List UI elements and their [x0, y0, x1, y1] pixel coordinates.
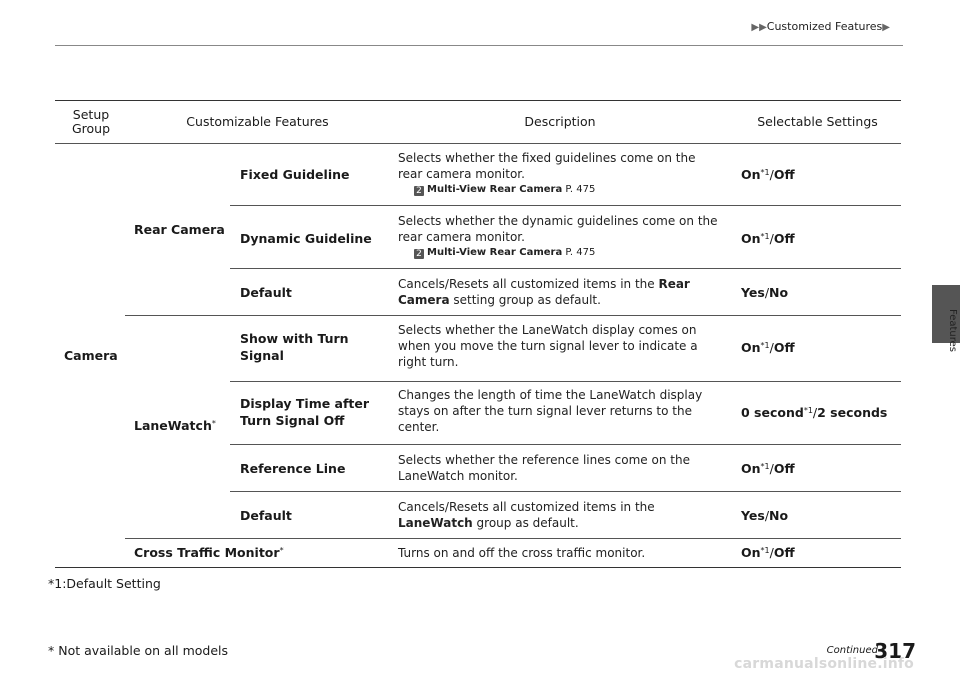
availability-marker: *: [279, 546, 284, 555]
col-header-settings: Selectable Settings: [757, 114, 878, 129]
feature-fixed-guideline: Fixed Guideline: [240, 167, 350, 182]
default-marker: *1: [760, 546, 770, 555]
description-text: setting group as default.: [449, 293, 601, 307]
description-cell: [398, 387, 718, 435]
cross-reference[interactable]: [398, 246, 723, 260]
default-marker: *1: [760, 341, 770, 350]
reference-title: Multi-View Rear Camera: [427, 247, 563, 258]
setting-option: Yes: [741, 508, 765, 523]
availability-note: * Not available on all models: [48, 643, 229, 658]
feature-cross-traffic-monitor: [134, 544, 284, 561]
description-cell: [398, 452, 708, 484]
setting-option: On: [741, 545, 761, 560]
description-text: Selects whether the reference lines come on the LaneWatch monitor.: [398, 453, 690, 483]
table-bottom-rule: [55, 567, 901, 568]
setting-cross-traffic-monitor: On$^{*1}$/Off: [741, 545, 795, 560]
description-text: Changes the length of time the LaneWatch display stays on after the turn signal lever returns to the center.: [398, 388, 703, 434]
watermark: carmanualsonline.info: [734, 656, 914, 672]
setting-display-time: 0 second$^{*1}$/2 seconds: [741, 405, 888, 420]
page-number: 317: [874, 639, 916, 663]
description-text: Selects whether the dynamic guidelines come on the rear camera monitor.: [398, 214, 718, 244]
table-top-rule: [55, 100, 901, 101]
setting-dynamic-guideline: On$^{*1}$/Off: [741, 231, 795, 246]
continued-label: Continued: [826, 645, 878, 656]
feature-display-time-after-turn-signal-off: Display Time after Turn Signal Off: [240, 396, 370, 428]
description-cell: [398, 150, 718, 197]
footnote-default-setting: *1:Default Setting: [48, 576, 161, 591]
breadcrumb-arrow-icon: ▶▶: [751, 22, 767, 33]
setting-option: On: [741, 340, 761, 355]
breadcrumb-arrow-icon: ▶: [882, 22, 890, 33]
setup-group-camera: Camera: [64, 348, 118, 363]
reference-title: Multi-View Rear Camera: [427, 184, 563, 195]
row-rule: [125, 538, 901, 539]
row-rule: [230, 268, 901, 269]
feature-default-rear-camera: Default: [240, 285, 292, 300]
description-cell: [398, 499, 688, 531]
default-marker: *1: [760, 462, 770, 471]
description-cell: [398, 545, 718, 561]
setting-option: On: [741, 167, 761, 182]
description-text: group as default.: [472, 516, 579, 530]
setting-option: 0 second: [741, 405, 804, 420]
description-emphasis: LaneWatch: [398, 516, 473, 530]
subgroup-lanewatch: [134, 417, 216, 434]
reference-page: P. 475: [565, 184, 596, 195]
description-cell: [398, 322, 718, 370]
feature-dynamic-guideline: Dynamic Guideline: [240, 231, 372, 246]
setting-show-with-turn-signal: On$^{*1}$/Off: [741, 340, 795, 355]
row-rule: [230, 491, 901, 492]
description-emphasis: Rear Camera: [398, 277, 690, 307]
setting-option: Off: [773, 340, 795, 355]
feature-default-lanewatch: Default: [240, 508, 292, 523]
setting-option: Off: [773, 167, 795, 182]
setting-default-rear-camera: Yes/No: [741, 285, 789, 300]
setting-option: On: [741, 461, 761, 476]
col-header-features: Customizable Features: [186, 114, 329, 129]
description-text: Turns on and off the cross traffic monitor.: [398, 546, 646, 560]
setting-option: No: [769, 285, 789, 300]
reference-arrow-icon: 2: [414, 186, 424, 196]
availability-marker: *: [211, 419, 216, 428]
default-marker: *1: [760, 168, 770, 177]
description-cell: [398, 276, 708, 308]
setting-option: Yes: [741, 285, 765, 300]
table-header-rule: [55, 143, 901, 144]
setting-option: Off: [773, 461, 795, 476]
feature-cross-traffic-label: Cross Traffic Monitor: [134, 545, 280, 560]
default-marker: *1: [803, 406, 813, 415]
col-header-setup-group: [55, 108, 127, 136]
description-cell: [398, 213, 723, 260]
chapter-tab-label: Features: [947, 309, 958, 352]
setting-option: No: [769, 508, 789, 523]
default-marker: *1: [760, 232, 770, 241]
description-text: Cancels/Resets all customized items in the: [398, 277, 659, 291]
description-text: Cancels/Resets all customized items in the: [398, 500, 655, 514]
col-header-group-line: Group: [71, 121, 111, 136]
row-rule: [230, 444, 901, 445]
setting-option: Off: [773, 545, 795, 560]
setting-option: 2 seconds: [817, 405, 888, 420]
setting-default-lanewatch: Yes/No: [741, 508, 789, 523]
header-rule: [55, 45, 903, 46]
breadcrumb-label: Customized Features: [766, 20, 883, 33]
setting-option: Off: [773, 231, 795, 246]
subgroup-rear-camera: Rear Camera: [134, 222, 225, 237]
description-text: Selects whether the fixed guidelines come on the rear camera monitor.: [398, 151, 696, 181]
breadcrumb: [751, 20, 890, 33]
description-text: Selects whether the LaneWatch display comes on when you move the turn signal lever to indicate a right turn.: [398, 323, 698, 369]
row-rule: [230, 205, 901, 206]
setting-reference-line: On$^{*1}$/Off: [741, 461, 795, 476]
subgroup-lanewatch-label: LaneWatch: [134, 418, 212, 433]
cross-reference[interactable]: [398, 183, 718, 197]
row-rule: [230, 381, 901, 382]
setting-option: On: [741, 231, 761, 246]
setting-fixed-guideline: On$^{*1}$/Off: [741, 167, 795, 182]
reference-page: P. 475: [565, 247, 596, 258]
feature-show-with-turn-signal: Show with Turn Signal: [240, 331, 349, 363]
reference-arrow-icon: 2: [414, 249, 424, 259]
row-rule: [125, 315, 901, 316]
col-header-description: Description: [524, 114, 596, 129]
feature-reference-line: Reference Line: [240, 461, 346, 476]
col-header-setup-line: Setup: [72, 107, 110, 122]
